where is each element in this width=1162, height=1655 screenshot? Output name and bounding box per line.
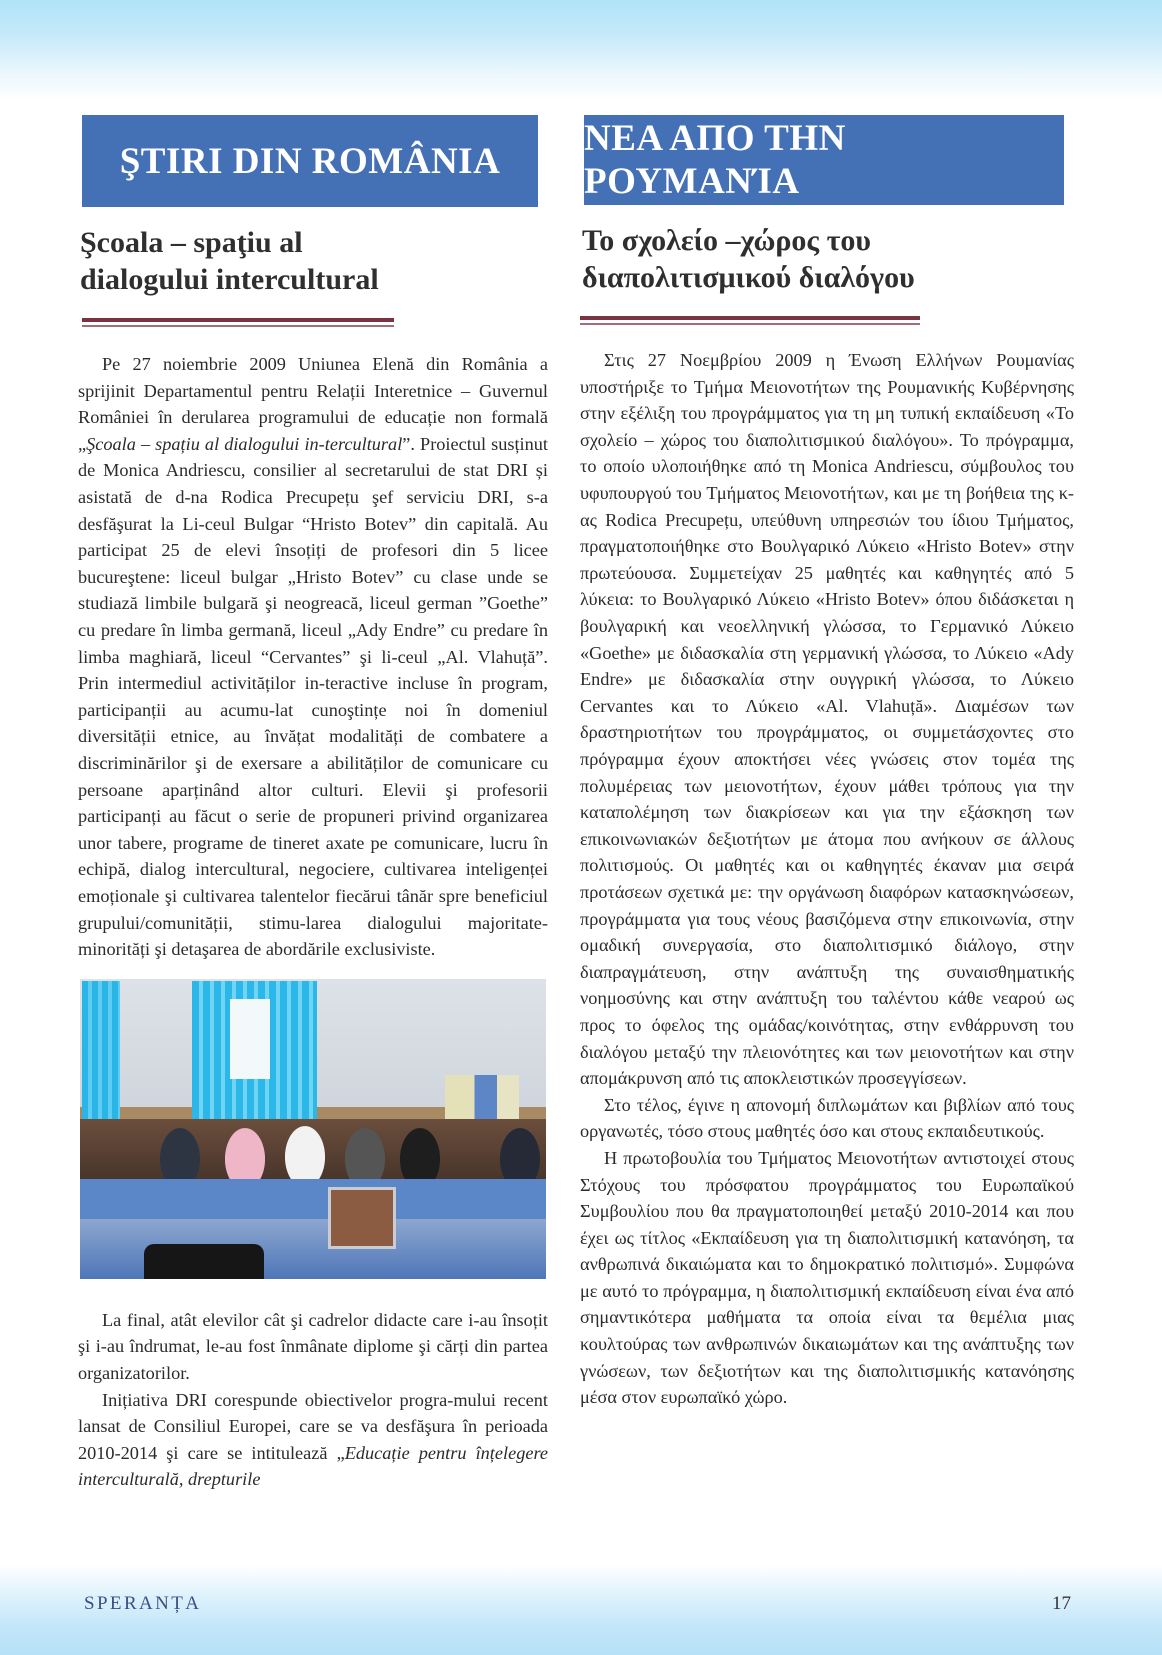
paragraph	[78, 351, 548, 963]
header-gradient-band	[0, 0, 1162, 100]
photo-bag	[144, 1244, 264, 1279]
paragraph-text: Inițiativa DRI corespunde obiectivelor progra-mului recent lansat de Consiliul Europei, care se va desfăşura în perioada 2010-2014 şi care se intitulează „	[78, 1389, 548, 1463]
title-double-rule	[82, 318, 394, 327]
greek-article-column	[580, 115, 1078, 1411]
paragraph: Στο τέλος, έγινε η απονομή διπλωμάτων και βιβλίων από τους οργανωτές, τόσο στους μαθητές όσο και στους εκπαιδευτικούς.	[580, 1094, 1074, 1142]
photo-laptop	[328, 1187, 396, 1249]
spacer	[78, 1279, 548, 1307]
title-line-2: dialogului intercultural	[80, 263, 379, 296]
photo-desk-row	[80, 1179, 546, 1219]
classroom-photo	[80, 979, 546, 1279]
program-title-italic: Educație pentru înțelegere interculturală, drepturile	[78, 1442, 548, 1490]
title-line-2: διαπολιτισμικού διαλόγου	[582, 261, 915, 294]
title-line-1: Şcoala – spaţiu al	[80, 226, 303, 259]
paragraph	[78, 1387, 548, 1493]
paragraph: Στις 27 Νοεμβρίου 2009 η Ένωση Ελλήνων Ρουμανίας υποστήριξε το Τμήμα Μειονοτήτων της Ρουμανικής Κυβέρνησης στην εξέλιξη του προγράμματος για τη μη τυπική εκπαίδευση «Το σχολείο – χώρος του διαπολιτισμικού διαλόγου». Το πρόγραμμα, το οποίο υλοποιήθηκε από τη Monica Andriescu, σύμβουλος του υφυπουργού του Τμήματος Μειονοτήτων, και με τη βοήθεια της κ-ας Rodica Precupețu, υπεύθυνη υπηρεσιών του ίδιου Τμήματος, πραγματοποιήθηκε στο Βουλγαρικό Λύκειο «Hristo Botev» στην πρωτεύουσα. Συμμετείχαν 25 μαθητές και καθηγητές από 5 λύκεια: το Βουλγαρικό Λύκειο «Hristo Botev» όπου διδάσκεται η βουλγαρική και νεοελληνική γλώσσα, το Γερμανικό Λύκειο «Goethe» με διδασκαλία στη γερμανική γλώσσα, το Λύκειο «Ady Endre» με διδασκαλία στην ουγγρική γλώσσα, το Λύκειο Cervantes και το Λύκειο «Al. Vlahuță». Διαμέσων των δραστηριοτήτων του προγράμματος, οι συμμετάσχοντες στο πρόγραμμα έχουν αποκτήσει νέες γνώσεις στον τομέα της πολυμέρειας των μειονοτήτων, έχουν μάθει τρόπους για την καταπολέμηση των διακρίσεων και για την εξάσκηση των επικοινωνιακών δεξιοτήτων με άτομα που ανήκουν σε άλλους πολιτισμούς. Οι μαθητές και οι καθηγητές έκαναν μια σειρά προτάσεων σχετικά με: την οργάνωση διαφόρων κατασκηνώσεων, προγράμματα για τους νέους βασιζόμενα στην επικοινωνία, στην ομαδική συνεργασία, στο διαπολιτισμικό διάλογο, στην διαπραγμάτευση, στην ανάπτυξη της συναισθηματικής νοημοσύνης και στην ανάπτυξη του ταλέντου κάθε νεαρού ως προς το όφελος της ομάδας/κοινότητας, στην ενθάρρυνση του διαλόγου μεταξύ την πλειονότητες και των μειονοτήτων και στην απομάκρυνση από τις αποκλειστικών προσεγγίσεων.	[580, 350, 1074, 1089]
rule-thin	[82, 325, 394, 327]
paragraph: Η πρωτοβουλία του Τμήματος Μειονοτήτων αντιστοιχεί στους Στόχους του πρόσφατου προγράμματος του Ευρωπαϊκού Συμβουλίου που θα πραγματοποιηθεί μεταξύ 2010-2014 και που έχει ως τίτλος «Εκπαίδευση για τη διαπολιτισμική κατανόηση, τα ανθρωπινά δικαιώματα και το δημοκρατικό πολιτισμό». Συμφώνα με αυτό το πρόγραμμα, η διαπολιτισμική εκπαίδευση είναι ένα από σημαντικότερα μαθήματα τα οποία είναι τα θεμέλια μιας κουλτούρας των ανθρωπινών δικαιωμάτων και της ανάπτυξης των γνώσεων, των δεξιοτήτων και της διαπολιτισμικής κατανόησης μέσα στον ευρωπαϊκό χώρο.	[580, 1147, 1074, 1408]
paragraph-text: Pe 27 noiembrie 2009 Uniunea Elenă din România a sprijinit Departamentul pentru Relații Interetnice – Guvernul României în derularea programului de educație non formală „	[78, 354, 548, 454]
paragraph: La final, atât elevilor cât şi cadrelor didacte care i-au însoțit şi i-au îndrumat, le-au fost înmânate diplome şi cărți din partea organizatorilor.	[78, 1309, 548, 1383]
title-line-1: Το σχολείο –χώρος του	[582, 224, 871, 257]
article-body-romanian	[78, 351, 548, 1493]
rule-thick	[580, 316, 920, 320]
rule-thick	[82, 318, 394, 322]
rule-thin	[580, 323, 920, 325]
page-number: 17	[1052, 1593, 1071, 1614]
photo-blue-blinds-left	[82, 981, 120, 1121]
article-title-romanian	[80, 224, 552, 298]
section-banner-romanian: ŞTIRI DIN ROMÂNIA	[82, 115, 538, 207]
section-banner-greek: ΝΕΑ ΑΠΟ ΤΗΝ ΡΟΥΜΑΝΊΑ	[584, 115, 1064, 205]
article-body-greek	[580, 347, 1074, 1411]
article-title-greek	[582, 222, 1078, 296]
title-double-rule	[580, 316, 920, 325]
romanian-article-column	[78, 115, 552, 1493]
program-title-italic: Şcoala – spațiu al dialogului in-tercultural	[86, 433, 403, 454]
magazine-name: SPERANȚA	[84, 1593, 202, 1614]
photo-window	[230, 999, 270, 1079]
paragraph-text: ”. Proiectul susținut de Monica Andriescu, consilier al secretarului de stat DRI și asistată de d-na Rodica Precupețu şef serviciu DRI, s-a desfăşurat la Li-ceul Bulgar “Hristo Botev” din capitală. Au participat 25 de elevi însoțiți de profesori din 5 licee bucureştene: liceul bulgar „Hristo Botev” cu clase unde se studiază limbile bulgară şi neogreacă, liceul german ”Goethe” cu predare în limba germană, liceul „Ady Endre” cu predare în limba maghiară, liceul “Cervantes” şi li-ceul „Al. Vlahuță”. Prin intermediul activităților in-teractive incluse în program, participanții au acumu-lat cunoştințe noi în domeniul diversității etnice, au învățat modalități de combatere a discriminărilor şi de exersare a abilităților de comunicare cu persoane aparținând altor culturi. Elevii şi profesorii participanți au făcut o serie de propuneri privind organizarea unor tabere, programe de tineret axate pe comunicare, lucru în echipă, dialog intercultural, negociere, cultivarea inteligenței emoționale şi cultivarea talentelor fiecărui tânăr spre beneficiul grupului/comunității, stimu-larea dialogului majoritate-minorități şi detaşarea de abordările exclusiviste.	[78, 433, 548, 960]
